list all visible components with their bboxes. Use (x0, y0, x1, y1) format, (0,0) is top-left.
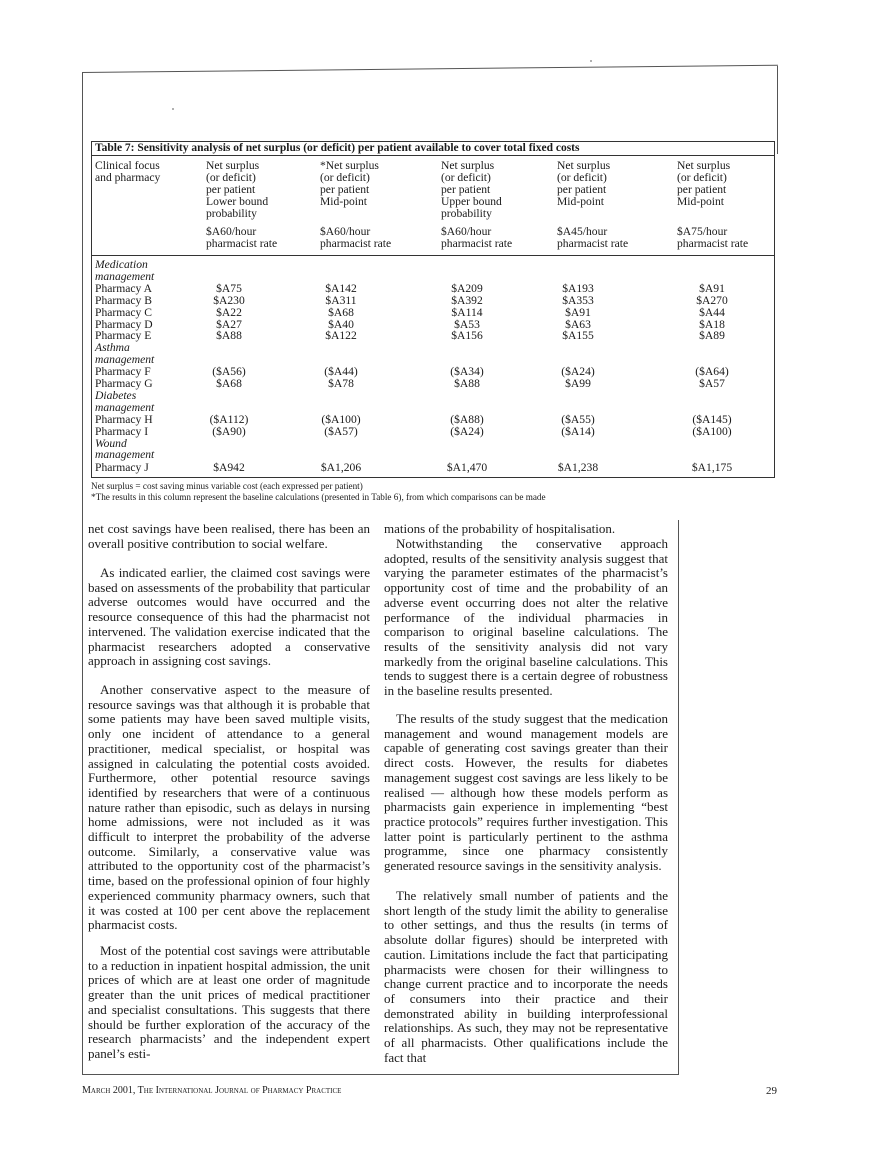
table-cell: $A63 (565, 317, 591, 331)
table-cell: $A22 (216, 305, 242, 319)
pharmacy-label: Pharmacy B (95, 293, 152, 307)
table-cell: $A1,470 (446, 461, 488, 475)
table-cell: ($A57) (324, 424, 358, 438)
column-header-line: Net surplus (677, 159, 731, 172)
group-label: management (95, 448, 155, 462)
table-7 (91, 141, 775, 478)
column-header-line: *Net surplus (320, 159, 379, 172)
pharmacy-label: Pharmacy J (95, 461, 149, 475)
row-header-label: Clinical focus (95, 159, 160, 172)
frame-top-rule (82, 65, 778, 73)
table-cell: $A88 (454, 377, 480, 390)
table-cell: $A122 (325, 329, 357, 343)
table-cell: $A1,175 (691, 461, 733, 475)
table-cell: ($A90) (212, 424, 246, 438)
column-header-line: Net surplus (206, 159, 260, 172)
column-rate-line: $A60/hour (206, 225, 257, 238)
table-cell: $A91 (565, 305, 591, 319)
frame-right-rule (777, 66, 778, 154)
table-cell: $A209 (451, 281, 483, 295)
group-label: Medication (95, 258, 148, 271)
group-label: management (95, 269, 155, 283)
table-note: *The results in this column represent the baseline calculations (presented in Table 6), from which comparisons can be made (91, 492, 546, 502)
table-cell: $A230 (213, 293, 245, 307)
scan-speck (590, 60, 592, 62)
page-number: 29 (766, 1085, 777, 1097)
column-header-line: per patient (677, 182, 727, 196)
body-paragraph: Notwithstanding the conservative approach adopted, results of the sensitivity analysis suggest that varying the parameter estimates of the pharmacist’s opportunity cost of time and the probability of an adverse event occurring does not alter the relative performance of the individual pharmacies in comparison to original baseline calculations. The results of the sensitivity analysis did not vary markedly from the original baseline calculations. This tends to suggest there is a certain degree of robustness in the baseline results presented. (384, 536, 668, 699)
column-header-line: per patient (441, 182, 491, 196)
table-cell: ($A112) (209, 412, 249, 426)
frame-left-rule (82, 73, 83, 1075)
table-cell: $A270 (696, 293, 728, 307)
column-header-line: (or deficit) (677, 170, 727, 184)
group-label: Wound (95, 436, 127, 450)
group-label: management (95, 400, 155, 414)
body-paragraph: The results of the study suggest that the medication management and wound management models are capable of generating cost savings greater than their direct costs. However, the results for diabetes management suggest cost savings are less likely to be realised — although how these models perform as pharmacists gain experience in implementing “best practice protocols” requires further investigation. This latter point is particularly pertinent to the asthma programme, since one pharmacy consistently generated resource savings in the sensitivity analysis. (384, 711, 668, 874)
table-cell: $A142 (325, 281, 357, 295)
table-cell: $A18 (699, 317, 725, 331)
column-header-line: per patient (320, 182, 370, 196)
row-header-label: and pharmacy (95, 170, 161, 184)
table-cell: $A942 (213, 461, 245, 475)
column-rate-line: pharmacist rate (557, 236, 629, 250)
group-label: Asthma (95, 341, 130, 355)
table-cell: ($A100) (692, 424, 732, 438)
column-header-line: Lower bound (206, 194, 269, 208)
column-rate-line: pharmacist rate (320, 236, 392, 250)
scan-speck (172, 108, 174, 110)
group-label: Diabetes (95, 388, 137, 402)
table-cell: $A193 (562, 281, 594, 295)
pharmacy-label: Pharmacy C (95, 305, 152, 319)
table-cell: $A53 (454, 317, 480, 331)
body-paragraph: net cost savings have been realised, there has been an overall positive contribution to social welfare. (88, 521, 370, 551)
group-label: management (95, 353, 155, 367)
journal-footer-text: March 2001, The International Journal of Pharmacy Practice (82, 1085, 342, 1096)
pharmacy-label: Pharmacy F (95, 365, 151, 379)
table-cell: $A75 (216, 281, 242, 295)
pharmacy-label: Pharmacy G (95, 377, 153, 390)
table-cell: ($A34) (450, 365, 484, 379)
column-header-line: Mid-point (320, 194, 368, 208)
body-paragraph: mations of the probability of hospitalisation. (384, 521, 616, 536)
column-header-line: probability (441, 206, 492, 220)
column-rate-line: pharmacist rate (441, 236, 513, 250)
frame-bottom-rule (82, 1074, 678, 1075)
table-cell: $A68 (216, 377, 242, 390)
table-cell: $A78 (328, 377, 354, 390)
column-header-line: Net surplus (441, 159, 495, 172)
table-cell: ($A88) (450, 412, 484, 426)
table-cell: $A1,238 (557, 461, 599, 475)
column-header-line: per patient (557, 182, 607, 196)
table-cell: $A57 (699, 377, 725, 390)
column-rate-line: pharmacist rate (677, 236, 749, 250)
column-header-line: (or deficit) (320, 170, 370, 184)
table-cell: $A68 (328, 305, 354, 319)
body-paragraph: Another conservative aspect to the measure of resource savings was that although it is probable that some patients may have been saved multiple visits, only one incident of attendance to a general practitioner, medical specialist, or hospital was assigned in calculating the potential costs avoided. Furthermore, other potential resource savings identified by researchers that were of a continuous nature rather than episodic, such as delays in nursing home admissions, were not included as it was difficult to interpret the probability of the adverse outcome. Similarly, a conservative value was attributed to the opportunity cost of the pharmacist’s time, based on the professional opinion of four highly experienced community pharmacy owners, such that it was costed at 100 per cent above the replacement pharmacist costs. (88, 682, 370, 933)
table-cell: ($A24) (450, 424, 484, 438)
table-cell: $A353 (562, 293, 594, 307)
column-rate-line: $A75/hour (677, 225, 728, 238)
column-header-line: Upper bound (441, 194, 502, 208)
body-paragraph: As indicated earlier, the claimed cost savings were based on assessments of the probability that particular adverse outcomes would have occurred and the resource consequence of this had the pharmacist not intervened. The validation exercise indicated that the pharmacist researchers adopted a conservative approach in assigning cost savings. (88, 565, 370, 669)
column-header-line: per patient (206, 182, 256, 196)
table-cell: ($A14) (561, 424, 595, 438)
table-cell: $A88 (216, 329, 242, 343)
column-header-line: Net surplus (557, 159, 611, 172)
column-header-line: (or deficit) (441, 170, 491, 184)
column-rule (678, 520, 679, 1075)
table-cell: $A91 (699, 281, 725, 295)
journal-footer (82, 1085, 341, 1097)
table-cell: ($A55) (561, 412, 595, 426)
column-rate-line: $A45/hour (557, 225, 608, 238)
column-rate-line: $A60/hour (441, 225, 492, 238)
table-cell: $A40 (328, 317, 354, 331)
table-cell: $A1,206 (320, 461, 362, 475)
pharmacy-label: Pharmacy A (95, 281, 152, 295)
table-header-rule (91, 255, 775, 256)
column-rate-line: $A60/hour (320, 225, 371, 238)
body-paragraph: Most of the potential cost savings were attributable to a reduction in inpatient hospital admission, the unit prices of which are at least one order of magnitude greater than the unit prices of medical practitioner and specialist consultations. This suggests that there should be further exploration of the accuracy of the research pharmacists’ and the independent expert panel’s esti- (88, 943, 370, 1061)
table-cell: ($A64) (695, 365, 729, 379)
table-cell: $A311 (325, 293, 357, 307)
pharmacy-label: Pharmacy E (95, 329, 152, 343)
table-cell: $A89 (699, 329, 725, 343)
column-header-line: probability (206, 206, 257, 220)
table-cell: ($A24) (561, 365, 595, 379)
column-header-line: Mid-point (677, 194, 725, 208)
body-paragraph: The relatively small number of patients and the short length of the study limit the ability to generalise to other settings, and thus the results (in terms of absolute dollar figures) should be interpreted with caution. Limitations include the fact that participating pharmacists were chosen for their willingness to change current practice and to incorporate the needs of consumers into their practice and their demonstrated ability in building interprofessional relationships. As such, they may not be representative of all pharmacists. Other qualifications include the fact that (384, 888, 668, 1065)
pharmacy-label: Pharmacy H (95, 412, 153, 426)
column-header-line: (or deficit) (557, 170, 607, 184)
table-cell: $A392 (451, 293, 483, 307)
column-header-line: (or deficit) (206, 170, 256, 184)
column-header-line: Mid-point (557, 194, 605, 208)
pharmacy-label: Pharmacy I (95, 424, 149, 438)
table-note: Net surplus = cost saving minus variable cost (each expressed per patient) (91, 481, 363, 491)
table-cell: $A44 (699, 305, 725, 319)
column-rate-line: pharmacist rate (206, 236, 278, 250)
table-caption: Table 7: Sensitivity analysis of net surplus (or deficit) per patient available to cover total fixed costs (91, 141, 775, 156)
table-cell: $A114 (451, 305, 483, 319)
table-cell: $A156 (451, 329, 483, 343)
table-cell: $A27 (216, 317, 242, 331)
table-cell: ($A100) (321, 412, 361, 426)
table-cell: $A155 (562, 329, 594, 343)
table-cell: ($A145) (692, 412, 732, 426)
table-cell: ($A44) (324, 365, 358, 379)
table-cell: $A99 (565, 377, 591, 390)
pharmacy-label: Pharmacy D (95, 317, 153, 331)
table-cell: ($A56) (212, 365, 246, 379)
